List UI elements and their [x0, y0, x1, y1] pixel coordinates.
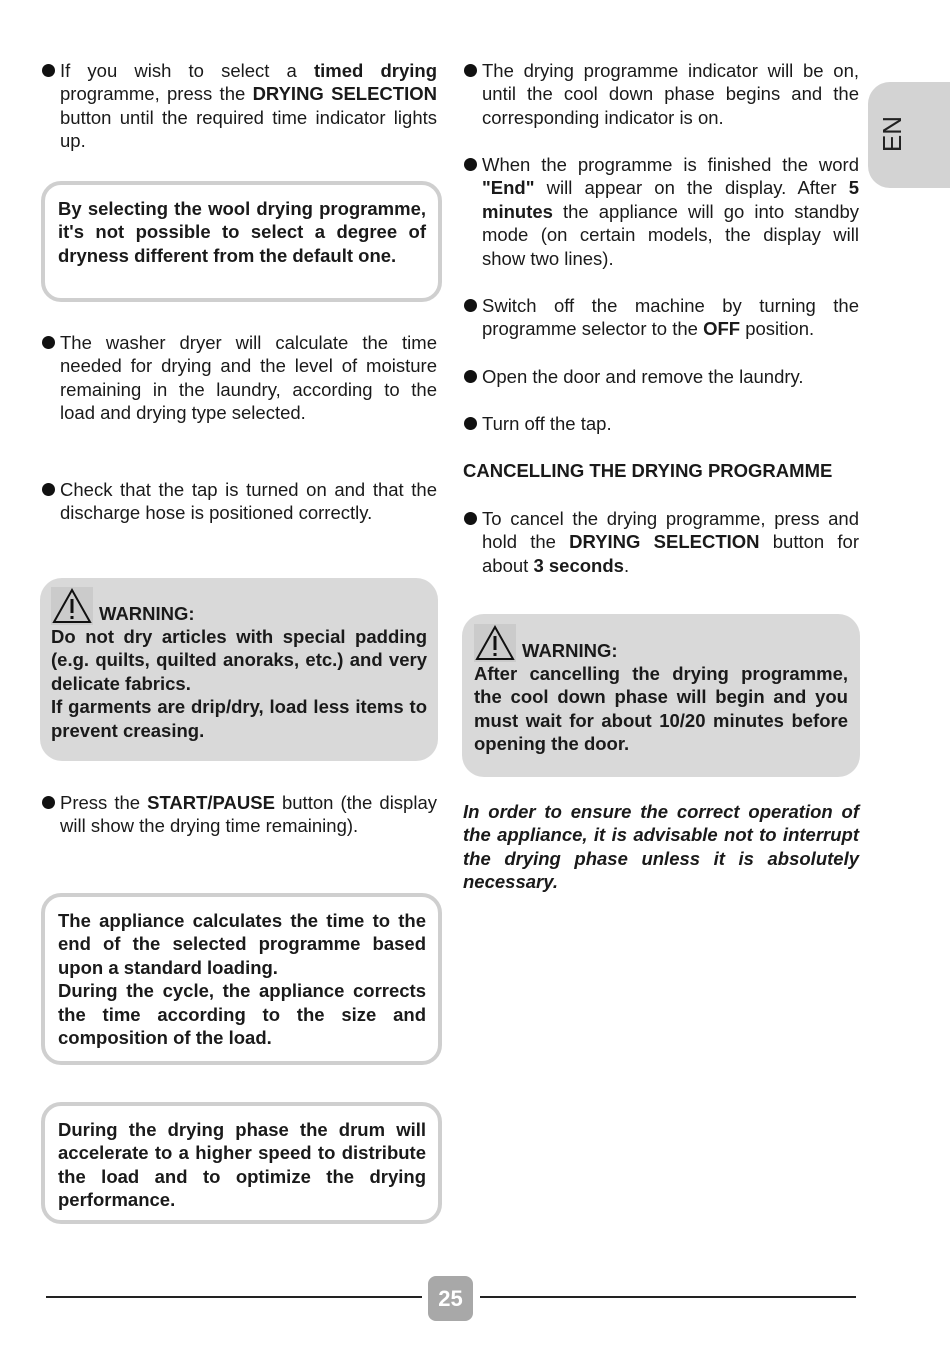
bullet-dot-icon [42, 483, 55, 496]
bullet-cancel [464, 507, 859, 577]
bullet-switch-off [464, 294, 859, 341]
bullet-turn-off-tap [464, 412, 859, 435]
warning-box-padding [40, 578, 438, 761]
footer-rule-right [480, 1296, 856, 1298]
bullet-text: The drying programme indicator will be on, until the cool down phase begins and the corresponding indicator is on. [482, 60, 859, 128]
language-tab [868, 82, 950, 188]
note-line-1: The appliance calculates the time to the end of the selected programme based upon a standard loading. [58, 910, 426, 978]
warning-header [51, 587, 427, 625]
bullet-dot-icon [464, 158, 477, 171]
bullet-text: If you wish to select a timed drying programme, press the DRYING SELECTION button until the required time indicator lights up. [60, 60, 437, 152]
bullet-text: The washer dryer will calculate the time needed for drying and the level of moisture remaining in the laundry, according to the load and drying type selected. [60, 332, 437, 424]
warning-triangle-icon [474, 624, 516, 662]
warning-line-1: Do not dry articles with special padding (e.g. quilts, quilted anoraks, etc.) and very delicate fabrics. [51, 626, 427, 694]
note-time-calculation [41, 893, 442, 1065]
warning-box-cancel [462, 614, 860, 777]
warning-line-2: If garments are drip/dry, load less items to prevent creasing. [51, 696, 427, 741]
page-number: 25 [428, 1276, 473, 1321]
bullet-start-pause [42, 791, 437, 838]
bullet-dot-icon [464, 299, 477, 312]
bullet-indicator [464, 59, 859, 129]
note-drum-text: During the drying phase the drum will accelerate to a higher speed to distribute the load and to optimize the drying performance. [58, 1119, 426, 1211]
section-heading-cancel: CANCELLING THE DRYING PROGRAMME [463, 460, 833, 481]
warning-title: WARNING: [522, 639, 618, 661]
bullet-tap-check [42, 478, 437, 525]
bullet-timed-drying [42, 59, 437, 153]
note-wool-text: By selecting the wool drying programme, it's not possible to select a degree of dryness different from the default one. [58, 198, 426, 266]
warning-header [474, 624, 848, 662]
bullet-text: Check that the tap is turned on and that the discharge hose is positioned correctly. [60, 479, 437, 524]
bullet-dot-icon [464, 417, 477, 430]
language-label: EN [877, 115, 907, 153]
warning-text: After cancelling the drying programme, the cool down phase will begin and you must wait for about 10/20 minutes before opening the door. [474, 663, 848, 755]
bullet-end-display [464, 153, 859, 270]
bullet-dot-icon [42, 64, 55, 77]
note-line-2: During the cycle, the appliance corrects the time according to the size and composition of the load. [58, 980, 426, 1049]
bullet-text: Turn off the tap. [482, 413, 612, 434]
bullet-dot-icon [464, 370, 477, 383]
bullet-calculate [42, 331, 437, 425]
italic-advisory-note: In order to ensure the correct operation of the appliance, it is advisable not to interrupt the drying phase unless it is absolutely necessary. [463, 801, 859, 893]
footer-rule-left [46, 1296, 422, 1298]
bullet-text: When the programme is finished the word "End" will appear on the display. After 5 minutes the appliance will go into standby mode (on certain models, the display will show two lines). [482, 154, 859, 269]
bullet-text: Press the START/PAUSE button (the display will show the drying time remaining). [60, 792, 437, 837]
bullet-dot-icon [42, 796, 55, 809]
note-wool [41, 181, 442, 302]
warning-title: WARNING: [99, 602, 195, 624]
bullet-dot-icon [464, 512, 477, 525]
bullet-dot-icon [42, 336, 55, 349]
note-drum-speed [41, 1102, 442, 1224]
bullet-dot-icon [464, 64, 477, 77]
warning-triangle-icon [51, 587, 93, 625]
bullet-text: Open the door and remove the laundry. [482, 366, 804, 387]
bullet-text: Switch off the machine by turning the programme selector to the OFF position. [482, 295, 859, 340]
bullet-text: To cancel the drying programme, press and hold the DRYING SELECTION button for about 3 seconds. [482, 508, 859, 576]
bullet-open-door [464, 365, 859, 388]
